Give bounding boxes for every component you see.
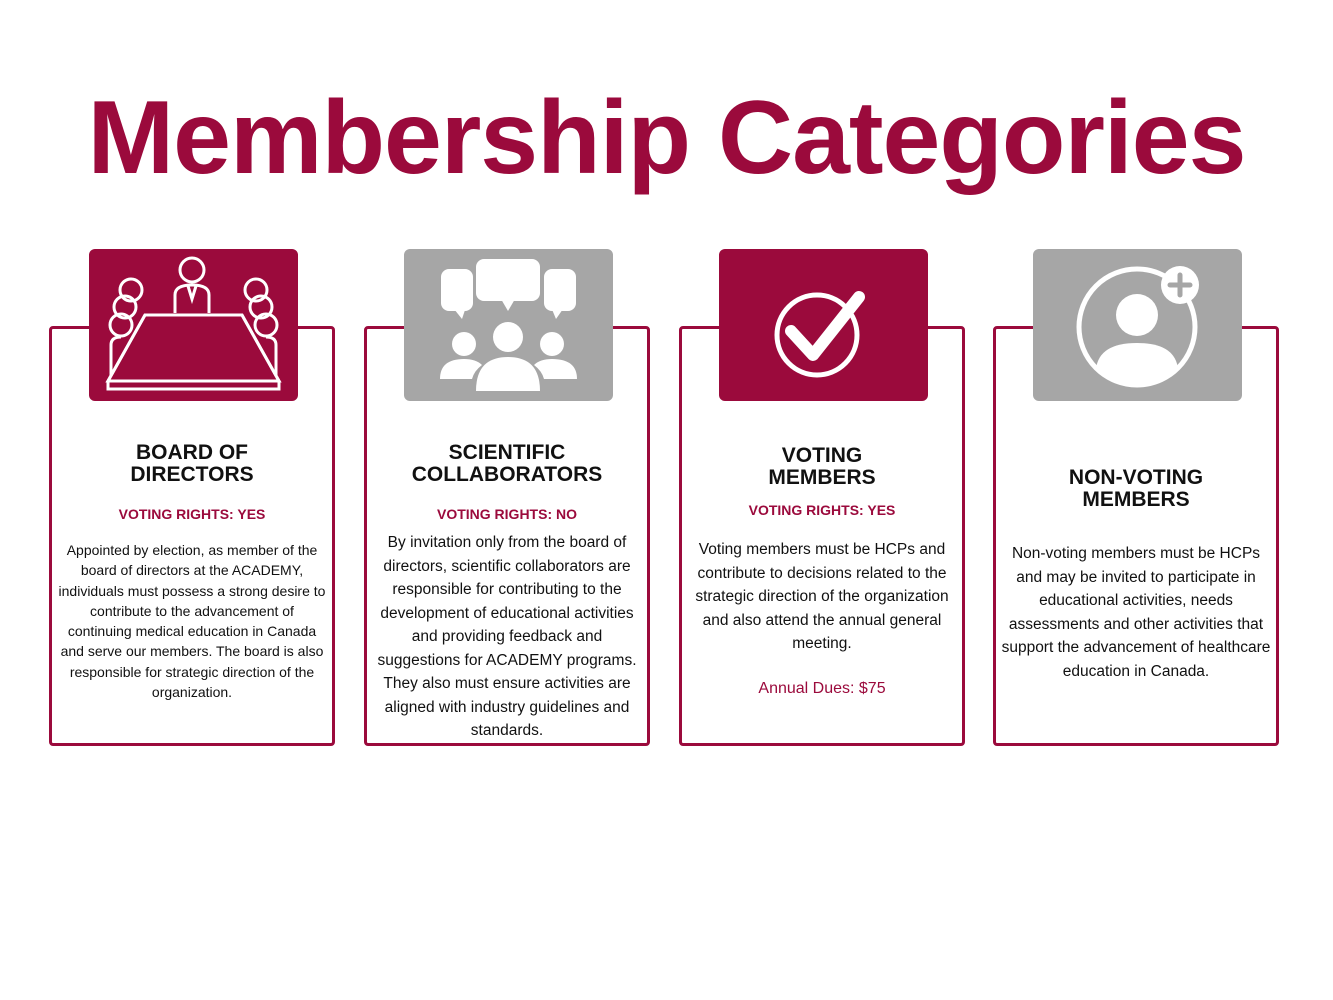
card-heading: NON-VOTING MEMBERS — [1068, 466, 1204, 511]
voting-rights-label: VOTING RIGHTS: YES — [118, 506, 266, 522]
card-heading: SCIENTIFIC COLLABORATORS — [411, 441, 603, 486]
collaboration-icon — [404, 249, 613, 401]
boardroom-icon — [89, 249, 298, 401]
card-heading: BOARD OF DIRECTORS — [130, 441, 254, 486]
card-heading: VOTING MEMBERS — [768, 444, 876, 489]
card-description: Non-voting members must be HCPs and may be invited to participate in educational activities, needs assessments and other activities that support the advancement of healthcare education in Canada. — [1001, 545, 1271, 680]
add-user-icon — [1033, 249, 1242, 401]
card-description: Voting members must be HCPs and contribute to decisions related to the strategic direction of the organization and also attend the annual general meeting. — [695, 541, 949, 652]
page-title: Membership Categories — [87, 80, 1246, 196]
checkmark-icon — [719, 249, 928, 401]
card-description: Appointed by election, as member of the board of directors at the ACADEMY, individuals must possess a strong desire to contribute to the advancement of continuing medical education in Canada and serve our members. The board is also responsible for strategic direction of the organization. — [58, 542, 326, 701]
annual-dues: Annual Dues: $75 — [758, 680, 886, 697]
card-description: By invitation only from the board of directors, scientific collaborators are responsible for contributing to the development of educational activities and providing feedback and suggestions for ACADEMY programs. They also must ensure activities are aligned with industry guidelines and standards. — [377, 534, 637, 739]
voting-rights-label: VOTING RIGHTS: NO — [437, 506, 577, 522]
voting-rights-label: VOTING RIGHTS: YES — [748, 502, 896, 518]
